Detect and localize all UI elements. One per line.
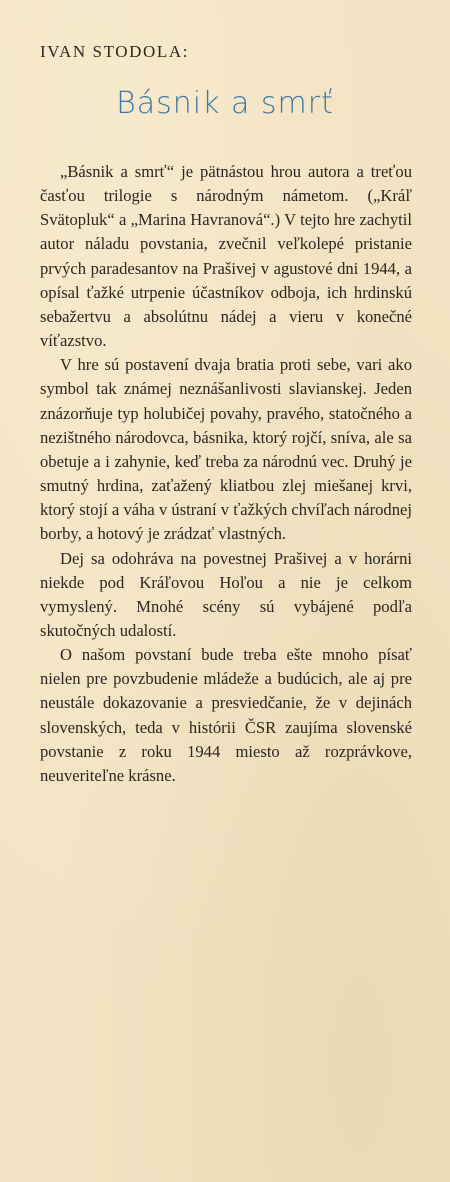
paragraph-4: O našom povstaní bude treba ešte mnoho písať nielen pre povzbudenie mládeže a budúcich, ale aj pre neustále dokazovanie a presviedčanie, že v dejinách slovenských, teda v histórii ČSR zaujíma slovenské povstanie z roku 1944 miesto až rozprávkove, neuveriteľne krásne.	[40, 645, 412, 785]
description-text	[40, 160, 412, 788]
book-title: Básnik a smrť	[116, 86, 334, 121]
paragraph-2: V hre sú postavení dvaja bratia proti sebe, vari ako symbol tak známej neznášanlivosti slavianskej. Jeden znázorňuje typ holubičej povahy, pravého, statočného a nezištného národovca, básnika, ktorý rojčí, sníva, ale sa obetuje a i zahynie, keď treba za národnú vec. Druhý je smutný hrdina, zaťažený kliatbou zlej miešanej krvi, ktorý stojí a váha v ústraní v ťažkých chvíľach národnej borby, a hotový je zrádzať vlastných.	[40, 355, 412, 544]
author-name: IVAN STODOLA:	[40, 42, 190, 61]
paragraph-3: Dej sa odohráva na povestnej Prašivej a v horárni niekde pod Kráľovou Hoľou a nie je celkom vymyslený. Mnohé scény sú vybájené podľa skutočných udalostí.	[40, 548, 412, 640]
paragraph-1: „Básnik a smrť“ je pätnástou hrou autora a treťou časťou trilogie s národným námetom. („Kráľ Svätopluk“ a „Marina Havranová“.) V tejto hre zachytil autor náladu povstania, zvečnil veľkolepé pristanie prvých paradesantov na Prašivej v agustové dni 1944, a opísal ťažké utrpenie účastníkov odboja, ich hrdinskú sebažertvu a absolútnu nádej a vieru v konečné víťazstvo.	[40, 162, 412, 351]
